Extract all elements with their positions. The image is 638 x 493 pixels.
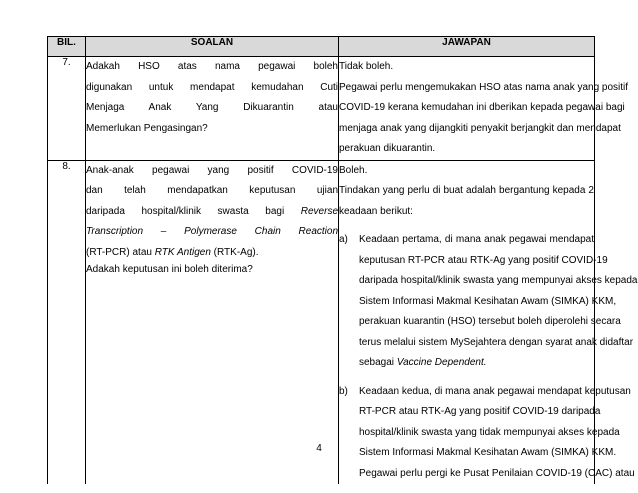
answer-line: Pegawai perlu pergi ke Pusat Penilaian COVID-19 (CAC) atau	[359, 467, 635, 479]
table-row	[48, 57, 595, 161]
question-italic-text: RTK Antigen	[154, 246, 211, 258]
answer-list-item-b	[339, 382, 635, 485]
answer-cell	[339, 160, 638, 484]
answer-line: Tindakan yang perlu di buat adalah bergantung kepada 2	[339, 185, 594, 196]
list-label: a)	[339, 234, 348, 245]
answer-line: daripada hospital/klinik swasta yang mempunyai akses kepada	[359, 275, 638, 286]
answer-line: perakuan dikuarantin.	[339, 143, 436, 154]
answer-line: COVID-19 kerana kemudahan ini dberikan kepada pegawai bagi	[339, 102, 625, 113]
answer-line: keputusan RT-PCR atau RTK-Ag yang positif COVID-19	[359, 254, 608, 266]
answer-line	[359, 353, 594, 374]
answer-line: keadaan berikut:	[339, 205, 413, 217]
question-line	[86, 243, 338, 264]
answer-line: RT-PCR atau RTK-Ag yang positif COVID-19 daripada	[359, 406, 601, 417]
list-label: b)	[339, 385, 348, 397]
question-line: Menjaga Anak Yang Dikuarantin atau	[86, 102, 338, 113]
answer-line: Sistem Informasi Makmal Kesihatan Awam (SIMKA) KKM.	[359, 447, 617, 458]
answer-list-item-a	[339, 230, 638, 374]
table-row	[48, 160, 595, 484]
answer-line: Keadaan kedua, di mana anak pegawai mendapat keputusan	[359, 385, 631, 397]
answer-line: menjaga anak yang dijangkiti penyakit berjangkit dan mendapat	[339, 122, 621, 134]
question-text: daripada hospital/klinik swasta bagi	[86, 205, 285, 217]
answer-text: sebagai	[359, 357, 395, 368]
question-text: (RT-PCR) atau	[86, 246, 152, 258]
row-number: 7.	[48, 57, 86, 161]
answer-line: perakuan kuarantin (HSO) tersebut boleh diperolehi secara	[359, 316, 621, 327]
question-line: Adakah HSO atas nama pegawai boleh	[86, 61, 338, 72]
header-jawapan: JAWAPAN	[339, 37, 595, 57]
question-line: Anak-anak pegawai yang positif COVID-19	[86, 164, 338, 176]
question-cell	[86, 160, 339, 484]
answer-line: hospital/klinik swasta yang tidak mempunyai akses kepada	[359, 426, 620, 438]
header-bil: BIL.	[48, 37, 86, 57]
question-line: Memerlukan Pengasingan?	[86, 122, 208, 134]
page-number: 4	[316, 443, 322, 454]
question-cell	[86, 57, 339, 161]
answer-italic-text: Vaccine Dependent.	[396, 357, 487, 368]
question-line: dan telah mendapatkan keputusan ujian	[86, 185, 338, 196]
question-italic-text: Transcription – Polymerase Chain Reaction	[86, 226, 338, 237]
answer-line: terus melalui sistem MySejahtera dengan syarat anak didaftar	[359, 336, 634, 348]
question-line: Adakah keputusan ini boleh diterima?	[86, 264, 253, 275]
answer-line: Pegawai perlu mengemukakan HSO atas nama anak yang positif	[339, 81, 629, 93]
question-line	[86, 202, 338, 223]
answer-line: Tidak boleh.	[339, 61, 394, 72]
header-soalan: SOALAN	[86, 37, 339, 57]
question-text: (RTK-Ag).	[213, 246, 259, 258]
answer-line: Keadaan pertama, di mana anak pegawai mendapat	[359, 234, 594, 245]
question-italic-text: Reverse	[300, 205, 339, 217]
question-line: digunakan untuk mendapat kemudahan Cuti	[86, 81, 338, 93]
answer-cell	[339, 57, 629, 161]
table-header-row	[48, 37, 595, 57]
row-number: 8.	[48, 160, 86, 484]
question-line	[86, 222, 338, 243]
answer-line: Boleh.	[339, 164, 368, 176]
faq-table	[47, 36, 638, 484]
answer-line: Sistem Informasi Makmal Kesihatan Awam (SIMKA) KKM,	[359, 295, 617, 307]
